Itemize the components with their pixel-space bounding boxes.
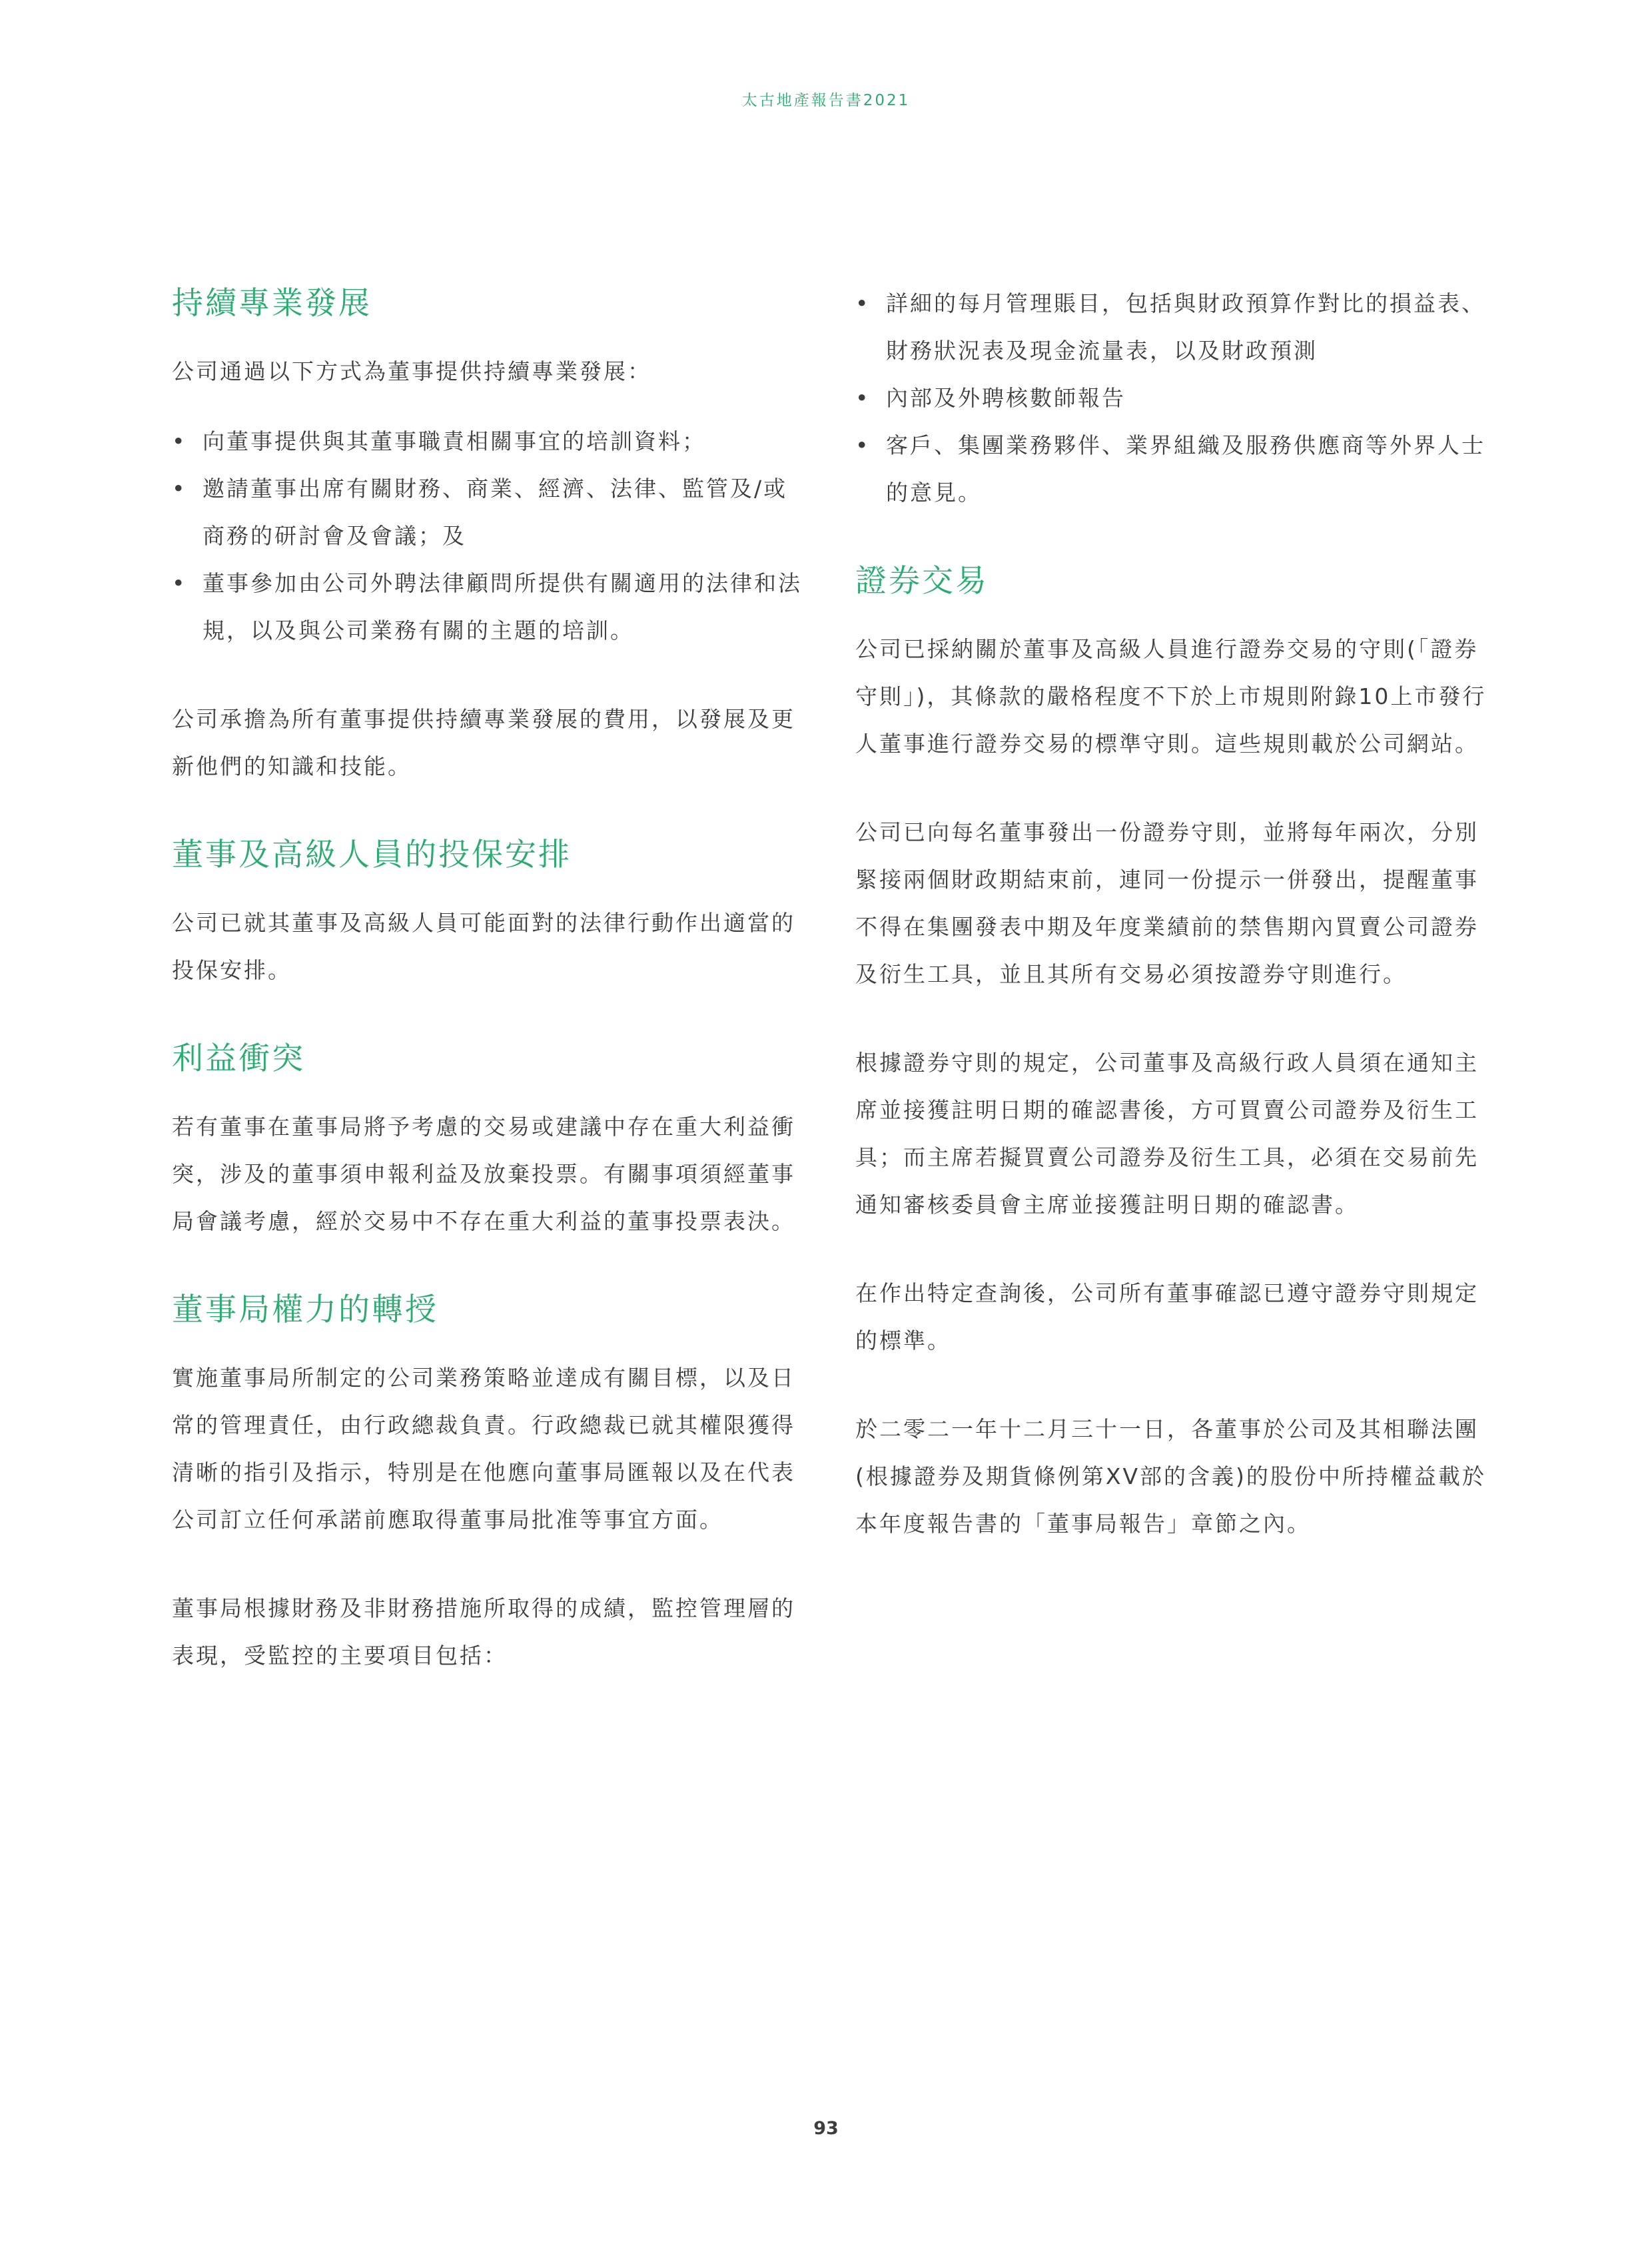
list-item: • 董事參加由公司外聘法律顧問所提供有關適用的法律和法規，以及與公司業務有關的主題的培訓。 — [172, 560, 811, 654]
bullet-icon: • — [172, 428, 187, 454]
cpd-closing: 公司承擔為所有董事提供持續專業發展的費用，以發展及更新他們的知識和技能。 — [172, 706, 795, 779]
section-securities — [855, 558, 1495, 1547]
conflicts-heading: 利益衝突 — [172, 1040, 305, 1077]
bullet-icon: • — [172, 570, 187, 596]
securities-para-1: 公司已採納關於董事及高級人員進行證券交易的守則(「證券守則」)，其條款的嚴格程度不下於上市規則附錄10上市發行人董事進行證券交易的標準守則。這些規則載於公司網站。 — [855, 636, 1487, 757]
left-column — [172, 280, 811, 1720]
section-delegation — [172, 1286, 811, 1679]
securities-para-5: 於二零二一年十二月三十一日，各董事於公司及其相聯法團(根據證券及期貨條例第XV部的含義)的股份中所持權益載於本年度報告書的「董事局報告」章節之內。 — [855, 1416, 1486, 1537]
insurance-body: 公司已就其董事及高級人員可能面對的法律行動作出適當的投保安排。 — [172, 910, 795, 983]
bullet-icon: • — [855, 385, 871, 411]
delegation-body-1: 實施董事局所制定的公司業務策略並達成有關目標，以及日常的管理責任，由行政總裁負責。行政總裁已就其權限獲得清晰的指引及指示，特別是在他應向董事局匯報以及在代表公司訂立任何承諾前應取得董事局批准等事宜方面。 — [172, 1365, 795, 1533]
list-item: • 詳細的每月管理賬目，包括與財政預算作對比的損益表、財務狀況表及現金流量表，以及財政預測 — [855, 280, 1495, 374]
list-item: • 內部及外聘核數師報告 — [855, 374, 1495, 422]
insurance-heading: 董事及高級人員的投保安排 — [172, 837, 572, 873]
list-item: • 客戶、集團業務夥伴、業界組織及服務供應商等外界人士的意見。 — [855, 422, 1495, 516]
delegation-body-2: 董事局根據財務及非財務措施所取得的成績，監控管理層的表現，受監控的主要項目包括： — [172, 1595, 795, 1669]
section-cpd — [172, 280, 811, 790]
bullet-icon: • — [855, 432, 871, 458]
bullet-icon: • — [172, 476, 187, 502]
cpd-list — [172, 418, 811, 654]
right-column — [855, 280, 1495, 1589]
securities-para-4: 在作出特定查詢後，公司所有董事確認已遵守證券守則規定的標準。 — [855, 1280, 1479, 1353]
cpd-heading: 持續專業發展 — [172, 285, 372, 322]
securities-para-2: 公司已向每名董事發出一份證券守則，並將每年兩次，分別緊接兩個財政期結束前，連同一份提示一併發出，提醒董事不得在集團發表中期及年度業績前的禁售期內買賣公司證券及衍生工具，並且其所有交易必須按證券守則進行。 — [855, 819, 1479, 987]
bullet-icon: • — [855, 290, 871, 316]
section-monitored-items — [855, 280, 1495, 516]
securities-para-3: 根據證券守則的規定，公司董事及高級行政人員須在通知主席並接獲註明日期的確認書後，方可買賣公司證券及衍生工具；而主席若擬買賣公司證券及衍生工具，必須在交易前先通知審核委員會主席並接獲註明日期的確認書。 — [855, 1050, 1479, 1218]
delegation-heading: 董事局權力的轉授 — [172, 1292, 438, 1328]
monitored-items-list — [855, 280, 1495, 516]
list-item: • 邀請董事出席有關財務、商業、經濟、法律、監管及/或商務的研討會及會議；及 — [172, 465, 811, 560]
running-header: 太古地產報告書2021 — [741, 92, 911, 109]
section-conflicts — [172, 1035, 811, 1245]
conflicts-body: 若有董事在董事局將予考慮的交易或建議中存在重大利益衝突，涉及的董事須申報利益及放棄投票。有關事項須經董事局會議考慮，經於交易中不存在重大利益的董事投票表決。 — [172, 1114, 795, 1234]
securities-heading: 證券交易 — [855, 563, 989, 599]
page-number: 93 — [813, 2118, 839, 2139]
cpd-intro: 公司通過以下方式為董事提供持續專業發展： — [172, 358, 651, 384]
section-insurance — [172, 831, 811, 994]
list-item: • 向董事提供與其董事職責相關事宜的培訓資料； — [172, 418, 811, 465]
